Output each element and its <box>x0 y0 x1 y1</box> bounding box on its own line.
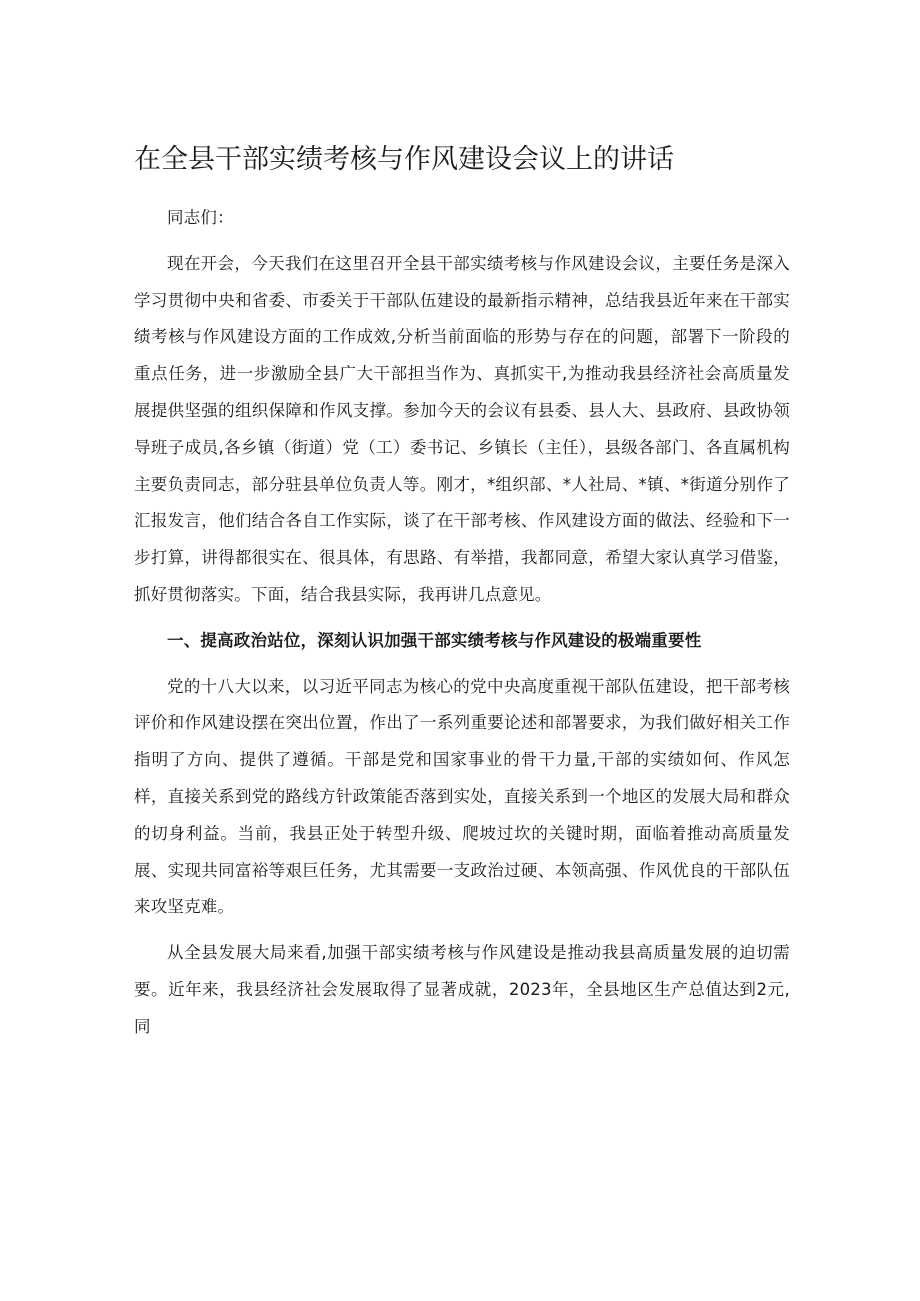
section-paragraph-2: 从全县发展大局来看,加强干部实绩考核与作风建设是推动我县高质量发展的迫切需要。近年来，我县经济社会发展取得了显著成就，2023年，全县地区生产总值达到2元,同 <box>134 943 790 1036</box>
section-paragraph-1: 党的十八大以来，以习近平同志为核心的党中央高度重视干部队伍建设，把干部考核评价和作风建设摆在突出位置，作出了一系列重要论述和部署要求，为我们做好相关工作指明了方向、提供了遵循。干部是党和国家事业的骨干力量,干部的实绩如何、作风怎样，直接关系到党的路线方针政策能否落到实处，直接关系到一个地区的发展大局和群众的切身利益。当前，我县正处于转型升级、爬坡过坎的关键时期，面临着推动高质量发展、实现共同富裕等艰巨任务，尤其需要一支政治过硬、本领高强、作风优良的干部队伍来攻坚克难。 <box>134 676 790 917</box>
opening-paragraph: 现在开会，今天我们在这里召开全县干部实绩考核与作风建设会议，主要任务是深入学习贯彻中央和省委、市委关于干部队伍建设的最新指示精神，总结我县近年来在干部实绩考核与作风建设方面的工作成效,分析当前面临的形势与存在的问题，部署下一阶段的重点任务，进一步激励全县广大干部担当作为、真抓实干,为推动我县经济社会高质量发展提供坚强的组织保障和作风支撑。参加今天的会议有县委、县人大、县政府、县政协领导班子成员,各乡镇（街道）党（工）委书记、乡镇长（主任），县级各部门、各直属机构主要负责同志，部分驻县单位负责人等。刚才，*组织部、*人社局、*镇、*街道分别作了汇报发言，他们结合各自工作实际，谈了在干部考核、作风建设方面的做法、经验和下一步打算，讲得都很实在、很具体，有思路、有举措，我都同意，希望大家认真学习借鉴，抓好贯彻落实。下面，结合我县实际，我再讲几点意见。 <box>134 253 790 604</box>
section-heading: 一、提高政治站位，深刻认识加强干部实绩考核与作风建设的极端重要性 <box>167 630 702 650</box>
document-title: 在全县干部实绩考核与作风建设会议上的讲话 <box>134 144 674 175</box>
salutation: 同志们： <box>167 208 234 227</box>
document-body <box>134 200 790 1055</box>
